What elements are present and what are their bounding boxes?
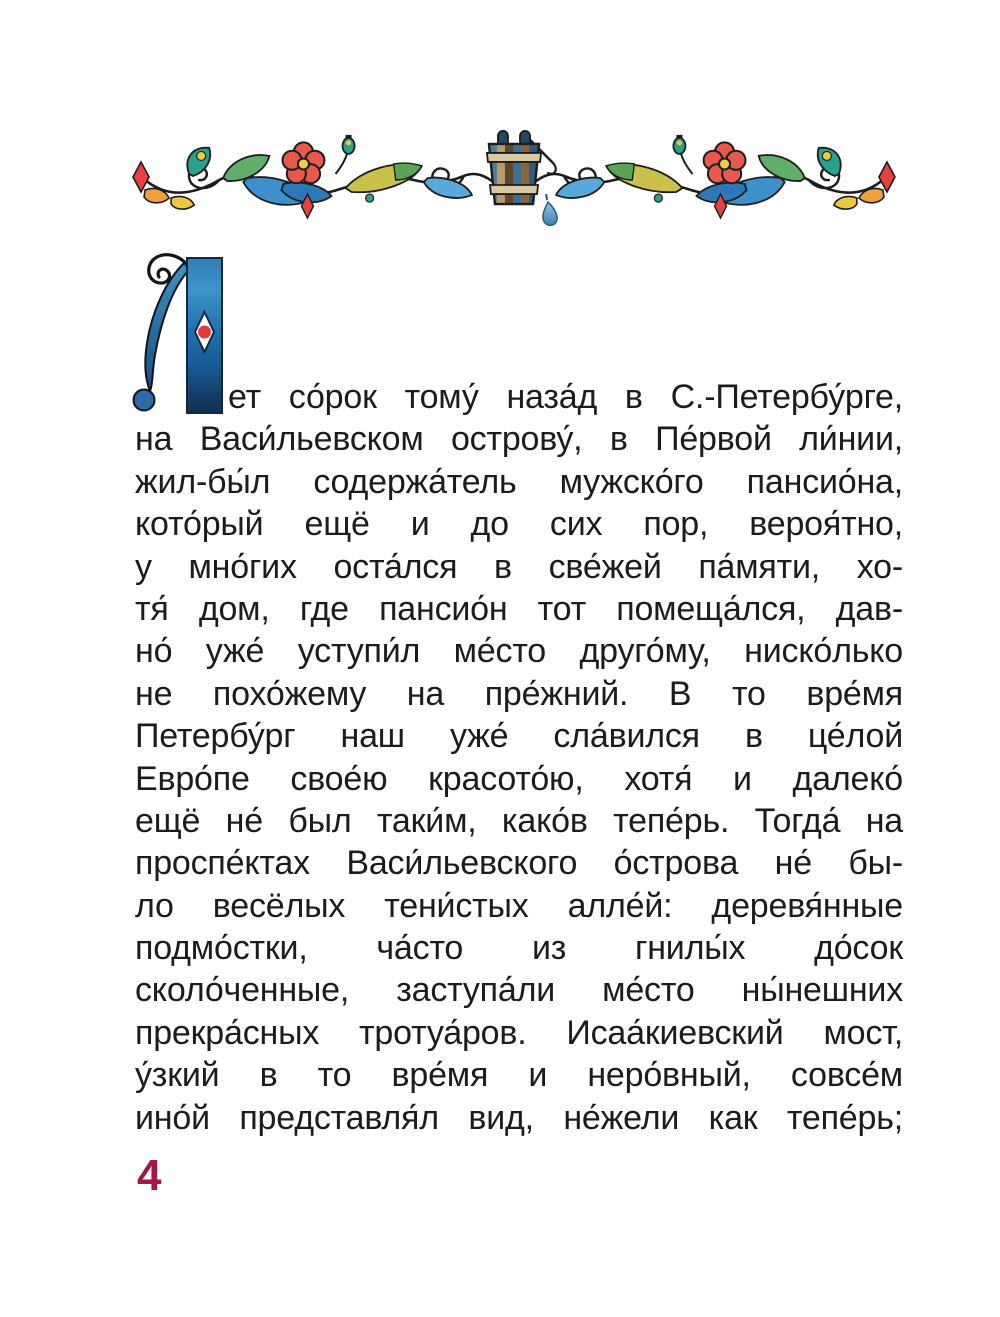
page-number: 4 — [137, 1151, 162, 1200]
text-line: не похо́жему на пре́жний. В то вре́мя — [135, 674, 903, 713]
floral-garland-illustration — [131, 127, 897, 229]
text-line: но́ уже́ уступи́л ме́сто друго́му, ниско́лько — [135, 632, 903, 671]
water-drop-icon — [543, 202, 557, 225]
text-line: подмо́стки, ча́сто из гнилы́х до́сок — [135, 929, 903, 968]
text-line: ещё не́ был таки́м, како́в тепе́рь. Тогда́ на — [135, 801, 903, 840]
text-line: у́зкий в то вре́мя и неро́вный, совсе́м — [135, 1056, 903, 1095]
body-text — [135, 376, 903, 1139]
text-line: кото́рый ещё и до сих пор, вероя́тно, — [135, 505, 903, 544]
text-line: тя́ дом, где пансио́н тот помеща́лся, дав- — [135, 589, 903, 628]
text-line: ет со́рок тому́ наза́д в С.-Петербу́рге, — [228, 378, 903, 416]
text-line: на Васи́льевском острову́, в Пе́рвой ли́нии, — [135, 420, 903, 459]
text-line: прекра́сных тротуа́ров. Исаа́киевский мост, — [135, 1013, 903, 1052]
text-line: ло весёлых тени́стых алле́й: деревя́нные — [135, 886, 903, 925]
text-line: Евро́пе свое́ю красото́ю, хотя́ и далеко́ — [135, 759, 903, 798]
text-line: у мно́гих оста́лся в све́жей па́мяти, хо- — [135, 547, 903, 586]
text-line: Петербу́рг наш уже́ сла́вился в це́лой — [135, 717, 903, 756]
dropcap-diamond-dot — [198, 326, 211, 339]
text-line: жил-бы́л содержа́тель мужско́го пансио́на, — [135, 462, 903, 501]
text-line: ино́й представля́л вид, не́жели как тепе́рь; — [135, 1098, 903, 1137]
text-line: сколо́ченные, заступа́ли ме́сто ны́нешних — [135, 971, 903, 1010]
bucket-illustration — [487, 131, 557, 225]
text-line: проспе́ктах Васи́льевского о́строва не́ бы- — [135, 844, 903, 883]
header-ornament — [131, 127, 897, 229]
